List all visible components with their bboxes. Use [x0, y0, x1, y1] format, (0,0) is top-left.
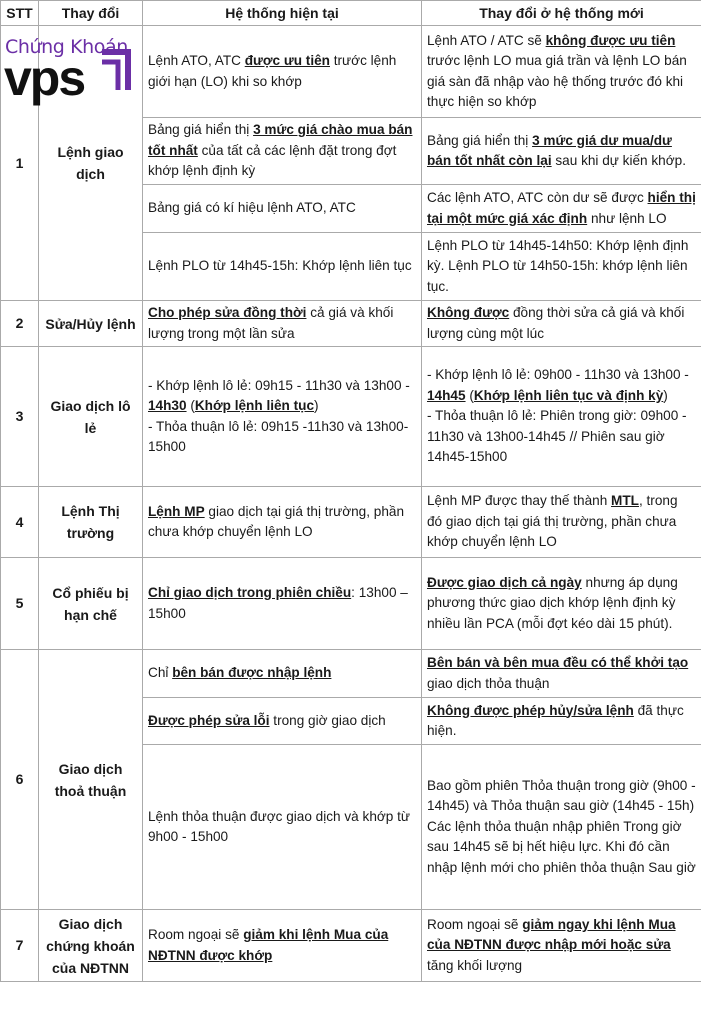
change-category: Lệnh giao dịch [39, 26, 143, 301]
header-stt: STT [1, 1, 39, 26]
table-row [1, 487, 701, 558]
highlighted-text: Khớp lệnh liên tục [194, 398, 315, 413]
table-body [1, 26, 701, 982]
header-change: Thay đổi [39, 1, 143, 26]
table-row [1, 650, 701, 698]
current-system-cell [143, 558, 422, 650]
highlighted-text: Bên bán và bên mua đều có thể khởi tạo [427, 655, 689, 670]
cell-text: giao dịch tại giá thị trường, phần chưa khớp chuyển lệnh LO [148, 503, 405, 539]
cell-text: ) [314, 398, 319, 413]
highlighted-text: bên bán được nhập lệnh [172, 665, 332, 681]
cell-text: cả giá và khối lượng trong một lần sửa [148, 305, 394, 341]
new-system-cell [422, 233, 701, 301]
new-system-cell [422, 558, 701, 650]
cell-text: Các lệnh ATO, ATC còn dư sẽ được [427, 190, 648, 205]
current-system-cell [143, 650, 422, 698]
cell-text: Lệnh thỏa thuận được giao dịch và khớp từ 9h00 - 15h00 [148, 808, 411, 844]
change-category: Sửa/Hủy lệnh [39, 301, 143, 347]
new-system-cell [422, 650, 701, 698]
highlighted-text: Lệnh MP [148, 503, 205, 519]
row-number: 5 [1, 558, 39, 650]
cell-text: Bảng giá hiển thị [427, 132, 533, 148]
table-row [1, 347, 701, 487]
cell-text: Room ngoại sẽ [148, 927, 244, 942]
table-row [1, 558, 701, 650]
logo-top-text: Chứng Khoán [5, 36, 128, 58]
new-system-cell [422, 301, 701, 347]
vps-logo [4, 36, 136, 106]
highlighted-text: Chỉ giao dịch trong phiên chiều [148, 585, 352, 600]
cell-text: , trong đó giao dịch tại giá thị trường, phần chưa khớp chuyển lệnh LO [427, 493, 678, 550]
new-system-cell [422, 487, 701, 558]
highlighted-text: 14h45 [427, 387, 466, 403]
cell-text: Bao gồm phiên Thỏa thuận trong giờ (9h00 - 14h45) và Thỏa thuận sau giờ (14h45 - 15h) [427, 777, 696, 814]
cell-text: giao dịch thỏa thuận [427, 675, 550, 691]
cell-text: trước lệnh giới hạn (LO) khi so khớp [148, 53, 397, 89]
cell-text: - Thỏa thuận lô lẻ: Phiên trong giờ: 09h00 - 11h30 và 13h00-14h45 // Phiên sau giờ 14h45-15h00 [427, 408, 687, 465]
highlighted-text: Được giao dịch cả ngày [427, 574, 582, 590]
cell-text: Lệnh PLO từ 14h45-14h50: Khớp lệnh định kỳ. Lệnh PLO từ 14h50-15h: khớp lệnh liên tục. [427, 237, 689, 294]
change-category: Lệnh Thị trường [39, 487, 143, 558]
highlighted-text: được ưu tiên [244, 53, 330, 68]
cell-text: như lệnh LO [587, 210, 667, 226]
logo-mark-icon [102, 48, 132, 90]
change-category: Giao dịch lô lẻ [39, 347, 143, 487]
highlighted-text: 14h30 [148, 398, 187, 413]
change-category: Cổ phiếu bị hạn chế [39, 558, 143, 650]
cell-text: Room ngoại sẽ [427, 916, 523, 932]
cell-text: Lệnh ATO, ATC [148, 53, 245, 68]
new-system-cell [422, 347, 701, 487]
logo-main-text: vps [4, 50, 85, 106]
cell-text: - Thỏa thuận lô lẻ: 09h15 -11h30 và 13h00-15h00 [148, 418, 409, 454]
row-number: 4 [1, 487, 39, 558]
row-number: 1 [1, 26, 39, 301]
cell-text: trước lệnh LO mua giá trần và lệnh LO bán giá sàn đã nhập vào hệ thống trước đó khi thực hiện so khớp [427, 53, 687, 109]
current-system-cell [143, 745, 422, 910]
cell-text: của tất cả các lệnh đặt trong đợt khớp lệnh định kỳ [148, 142, 397, 179]
header-current: Hệ thống hiện tại [143, 1, 422, 26]
header-row [1, 1, 701, 26]
highlighted-text: MTL [611, 493, 639, 509]
current-system-cell [143, 301, 422, 347]
cell-text: trong giờ giao dịch [269, 712, 386, 728]
current-system-cell [143, 233, 422, 301]
cell-text: đã thực hiện. [427, 702, 684, 738]
table-row [1, 910, 701, 982]
highlighted-text: 3 mức giá dư mua/dư bán tốt nhất còn lại [427, 132, 672, 168]
new-system-cell [422, 118, 701, 185]
cell-text: ) [663, 387, 668, 403]
row-number: 7 [1, 910, 39, 982]
cell-text: đồng thời sửa cả giá và khối lượng cùng một lúc [427, 305, 685, 341]
cell-text: Chỉ [148, 665, 173, 681]
current-system-cell [143, 118, 422, 185]
new-system-cell [422, 910, 701, 982]
highlighted-text: hiển thị tại một mức giá xác định [427, 190, 696, 226]
row-number: 6 [1, 650, 39, 910]
change-category: Giao dịch thoả thuận [39, 650, 143, 910]
highlighted-text: Không được [427, 305, 510, 320]
row-number: 2 [1, 301, 39, 347]
cell-text: Lệnh PLO từ 14h45-15h: Khớp lệnh liên tục [148, 258, 412, 274]
highlighted-text: Không được phép hủy/sửa lệnh [427, 702, 634, 718]
current-system-cell [143, 26, 422, 118]
cell-text: Bảng giá có kí hiệu lệnh ATO, ATC [148, 200, 356, 216]
table-row [1, 301, 701, 347]
cell-text: nhưng áp dụng phương thức giao dịch khớp lệnh định kỳ nhiều lần PCA (mỗi đợt kéo dài 15 phút). [427, 574, 678, 631]
highlighted-text: không được ưu tiên [545, 32, 676, 48]
current-system-cell [143, 698, 422, 745]
cell-text: - Khớp lệnh lô lẻ: 09h00 - 11h30 và 13h00 - [427, 367, 689, 383]
new-system-cell [422, 26, 701, 118]
header-new: Thay đổi ở hệ thống mới [422, 1, 701, 26]
cell-text: Lệnh ATO / ATC sẽ [427, 32, 546, 48]
cell-text: Bảng giá hiển thị [148, 122, 254, 138]
current-system-cell [143, 487, 422, 558]
cell-text: - Khớp lệnh lô lẻ: 09h15 - 11h30 và 13h00 - [148, 377, 410, 393]
highlighted-text: giảm ngay khi lệnh Mua của NĐTNN được nhập mới hoặc sửa [427, 916, 676, 953]
new-system-cell [422, 745, 701, 910]
current-system-cell [143, 347, 422, 487]
highlighted-text: 3 mức giá chào mua bán tốt nhất [148, 122, 413, 158]
cell-text: : 13h00 – 15h00 [148, 585, 408, 621]
cell-text: tăng khối lượng [427, 957, 523, 973]
current-system-cell [143, 185, 422, 233]
cell-text: Lệnh MP được thay thế thành [427, 493, 612, 509]
highlighted-text: Được phép sửa lỗi [148, 712, 270, 728]
cell-text: ( [186, 398, 195, 413]
highlighted-text: giảm khi lệnh Mua của NĐTNN được khớp [148, 927, 389, 963]
highlighted-text: Cho phép sửa đồng thời [148, 305, 307, 320]
cell-text: Các lệnh thỏa thuận nhập phiên Trong giờ sau 14h45 sẽ bị hết hiệu lực. Khi đó cần nhập lệnh mới cho phiên thỏa thuận Sau giờ [427, 818, 696, 875]
new-system-cell [422, 185, 701, 233]
change-category: Giao dịch chứng khoán của NĐTNN [39, 910, 143, 982]
current-system-cell [143, 910, 422, 982]
cell-text: sau khi dự kiến khớp. [551, 153, 686, 168]
row-number: 3 [1, 347, 39, 487]
new-system-cell [422, 698, 701, 745]
cell-text: ( [465, 387, 474, 403]
highlighted-text: Khớp lệnh liên tục và định kỳ [473, 387, 664, 403]
